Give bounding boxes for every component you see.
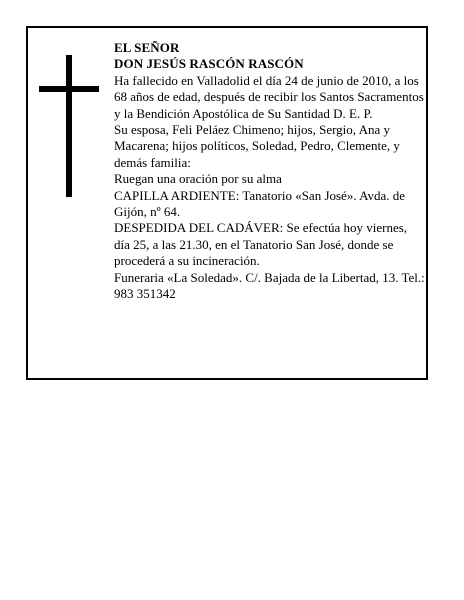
cross-horizontal-bar (39, 86, 99, 92)
funeral-home-info: Funeraria «La Soledad». C/. Bajada de la Libertad, 13. Tel.: 983 351342 (114, 269, 425, 302)
notice-title: EL SEÑOR (114, 40, 180, 55)
death-announcement: Ha fallecido en Valladolid el día 24 de junio de 2010, a los 68 años de edad, después de recibir los Santos Sacramentos y la Bendición Apostólica de Su Santidad D. E. P. (114, 72, 424, 121)
notice-body (114, 40, 426, 303)
chapel-info: CAPILLA ARDIENTE: Tanatorio «San José». Avda. de Gijón, nº 64. (114, 187, 406, 220)
farewell-info: DESPEDIDA DEL CADÁVER: Se efectúa hoy viernes, día 25, a las 21.30, en el Tanatorio San José, donde se procederá a su incineración. (114, 220, 408, 269)
obituary-notice (26, 26, 428, 380)
prayer-request: Ruegan una oración por su alma (114, 171, 282, 187)
latin-cross-icon (39, 55, 99, 197)
deceased-name: DON JESÚS RASCÓN RASCÓN (114, 56, 304, 72)
family-list: Su esposa, Feli Peláez Chimeno; hijos, Sergio, Ana y Macarena; hijos políticos, Soledad, Pedro, Clemente, y demás familia: (114, 122, 400, 170)
cross-vertical-bar (66, 55, 72, 197)
